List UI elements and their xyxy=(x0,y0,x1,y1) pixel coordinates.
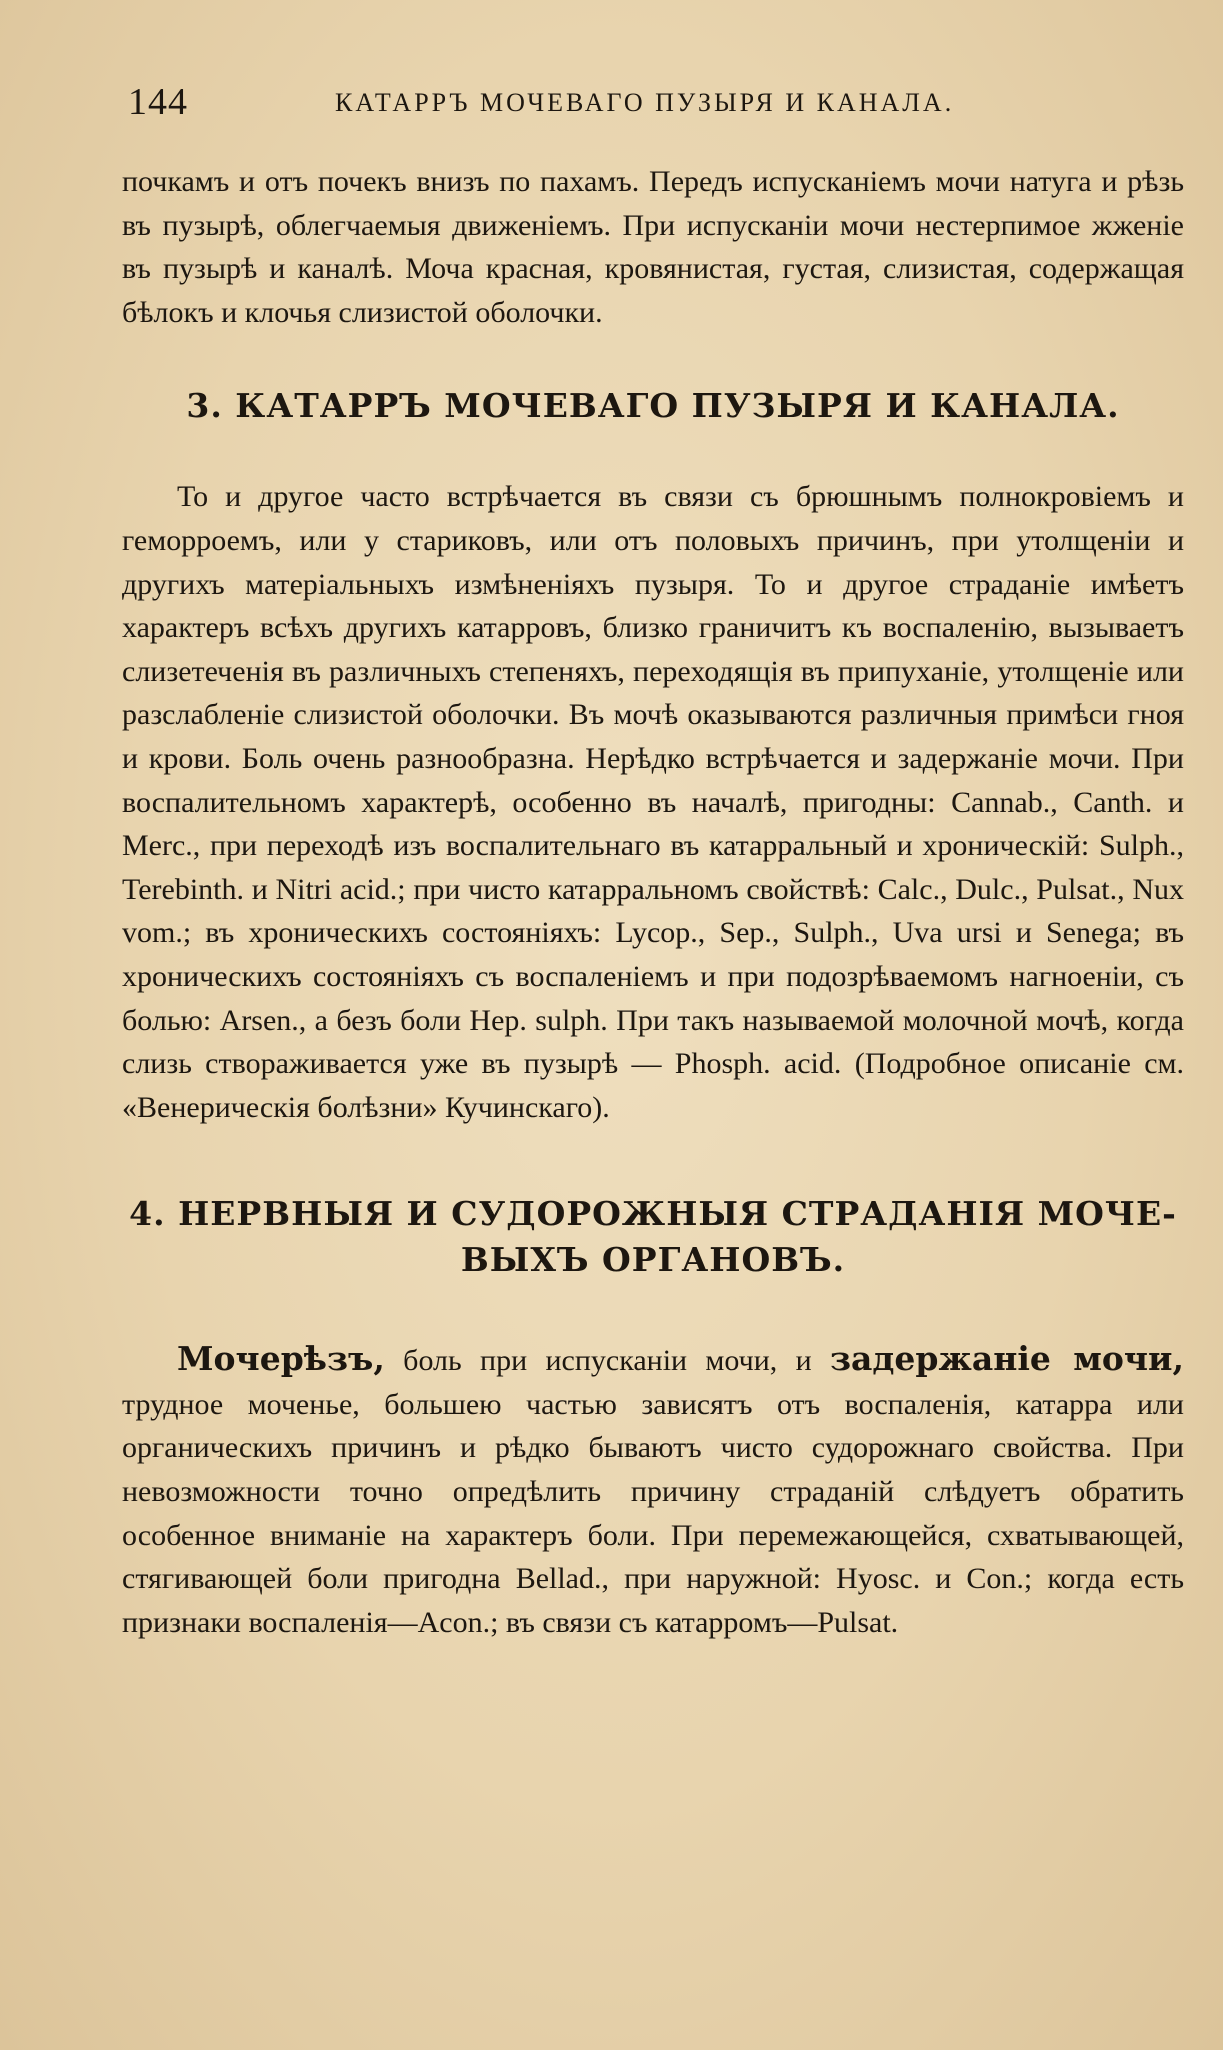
page-number: 144 xyxy=(128,81,188,123)
section-4-body: трудное моченье, большею частью зависятъ отъ воспаленія, катарра или органическихъ причинъ и рѣдко бываютъ чисто судорожнаго свойства. При невозможности точно опредѣлить причину страданій слѣдуетъ обратить особенное вниманіе на характеръ боли. При перемежающейся, схватывающей, стягивающей боли пригодна Bellad., при наружной: Hyosc. и Con.; когда есть признаки воспаленія—Acon.; въ связи съ катарромъ—Pulsat. xyxy=(122,1387,1184,1639)
term-zaderzhanie: задержаніе мочи, xyxy=(829,1339,1184,1379)
section-3-heading: 3. КАТАРРЪ МОЧЕВАГО ПУЗЫРЯ И КАНАЛА. xyxy=(186,386,1120,426)
section-4-heading xyxy=(122,1191,1184,1283)
paragraph-continued: почкамъ и отъ почекъ внизъ по пахамъ. Передъ испусканіемъ мочи натуга и рѣзь въ пузырѣ, облегчаемыя движеніемъ. При испусканіи мочи нестерпимое жженіе въ пузырѣ и каналѣ. Моча красная, кровянистая, густая, слизистая, содержащая бѣлокъ и клочья слизистой оболочки. xyxy=(122,165,1184,329)
page-content xyxy=(122,160,1184,1644)
section-4-heading-line2: ВЫХЪ ОРГАНОВЪ. xyxy=(460,1240,846,1280)
page-header xyxy=(0,80,1223,130)
section-4-heading-line1: 4. НЕРВНЫЯ И СУДОРОЖНЫЯ СТРАДАНІЯ МОЧЕ- xyxy=(129,1194,1177,1234)
section-4-paragraph xyxy=(122,1337,1184,1644)
term-mocherez: Мочерѣзъ, xyxy=(177,1339,385,1379)
lead-text: боль при испусканіи мочи, и xyxy=(384,1344,830,1378)
running-title: КАТАРРЪ МОЧЕВАГО ПУЗЫРЯ И КАНАЛА. xyxy=(335,88,955,117)
section-3-paragraph: То и другое часто встрѣчается въ связи съ брюшнымъ полнокровіемъ и геморроемъ, или у стариковъ, или отъ половыхъ причинъ, при утолщеніи и другихъ матеріальныхъ измѣненіяхъ пузыря. То и другое страданіе имѣетъ характеръ всѣхъ другихъ катарровъ, близко граничитъ къ воспаленію, вызываетъ слизетеченія въ различныхъ степеняхъ, переходящія въ припуханіе, утолщеніе или разслабленіе слизистой оболочки. Въ мочѣ оказываются различныя примѣси гноя и крови. Боль очень разнообразна. Нерѣдко встрѣчается и задержаніе мочи. При воспалительномъ характерѣ, особенно въ началѣ, пригодны: Cannab., Canth. и Merc., при переходѣ изъ воспалительнаго въ катарральный и хроническій: Sulph., Terebinth. и Nitri acid.; при чисто катарральномъ свойствѣ: Calc., Dulc., Pulsat., Nux vom.; въ хроническихъ состояніяхъ: Lycop., Sep., Sulph., Uva ursi и Senega; въ хроническихъ состояніяхъ съ воспаленіемъ и при подозрѣваемомъ нагноеніи, съ болью: Arsen., а безъ боли Hep. sulph. При такъ называемой молочной мочѣ, когда слизь створаживается уже въ пузырѣ — Phosph. acid. (Подробное описаніе см. «Венерическія болѣзни» Кучинскаго). xyxy=(122,480,1184,1124)
